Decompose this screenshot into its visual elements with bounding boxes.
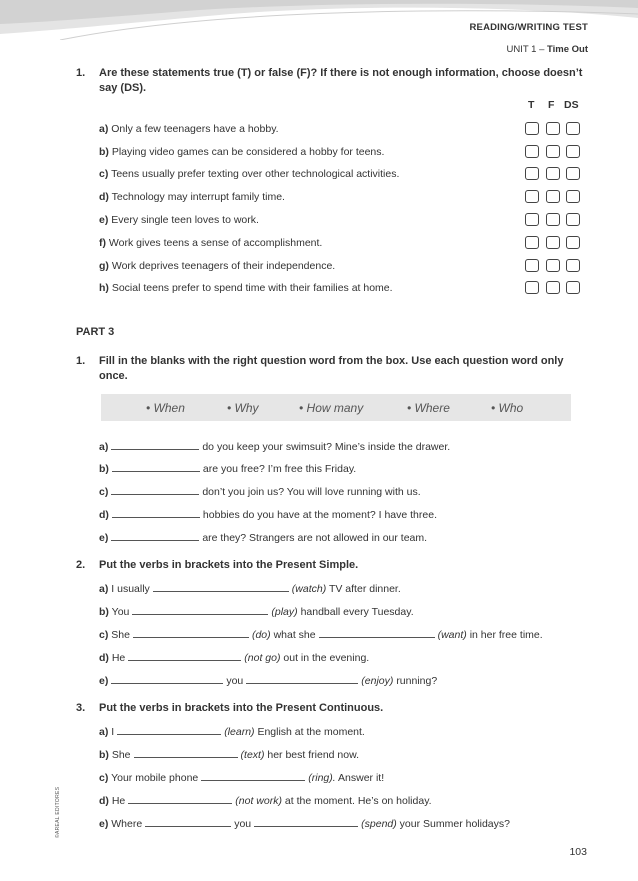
question-number: 3.: [76, 702, 86, 714]
checkbox-false[interactable]: [546, 259, 560, 272]
answer-blank[interactable]: [111, 439, 199, 450]
unit-label: [507, 44, 588, 55]
answer-blank[interactable]: [132, 604, 268, 615]
checkbox-true[interactable]: [525, 281, 539, 294]
verb-hint: (spend): [361, 818, 397, 830]
item-text: don’t you join us? You will love running with us.: [202, 486, 421, 498]
part-heading: PART 3: [76, 326, 115, 338]
copyright-notice: ©AREAL EDITORES: [55, 786, 61, 838]
item-letter: c): [99, 772, 109, 784]
statement-item: [99, 214, 259, 226]
fill-item: [99, 604, 414, 618]
checkbox-ds[interactable]: [566, 281, 580, 294]
answer-blank[interactable]: [112, 507, 200, 518]
verb-hint: (not work): [235, 795, 282, 807]
item-letter: a): [99, 583, 109, 595]
item-text: Social teens prefer to spend time with their families at home.: [111, 282, 393, 294]
verb-hint: (want): [437, 629, 467, 641]
item-text: He: [111, 795, 126, 807]
item-letter: a): [99, 123, 109, 135]
checkbox-false[interactable]: [546, 281, 560, 294]
item-text: Technology may interrupt family time.: [111, 191, 285, 203]
item-letter: a): [99, 726, 109, 738]
item-letter: c): [99, 168, 109, 180]
item-letter: h): [99, 282, 109, 294]
item-letter: e): [99, 214, 109, 226]
test-title: READING/WRITING TEST: [469, 22, 588, 33]
item-text: Teens usually prefer texting over other technological activities.: [111, 168, 400, 180]
item-text: She: [111, 629, 130, 641]
item-text: her best friend now.: [267, 749, 360, 761]
verb-hint: (watch): [291, 583, 327, 595]
fill-item: [99, 724, 365, 738]
checkbox-ds[interactable]: [566, 190, 580, 203]
statement-item: [99, 123, 279, 135]
fill-item: [99, 581, 401, 595]
answer-blank[interactable]: [319, 627, 435, 638]
item-letter: d): [99, 652, 109, 664]
answer-blank[interactable]: [128, 650, 241, 661]
fill-item: [99, 673, 437, 687]
unit-prefix: UNIT 1 –: [506, 44, 545, 55]
checkbox-false[interactable]: [546, 122, 560, 135]
checkbox-ds[interactable]: [566, 259, 580, 272]
item-letter: b): [99, 606, 109, 618]
item-letter: c): [99, 486, 109, 498]
fill-item: [99, 650, 369, 664]
item-letter: b): [99, 146, 109, 158]
checkbox-ds[interactable]: [566, 122, 580, 135]
checkbox-false[interactable]: [546, 167, 560, 180]
word-option: • When: [146, 401, 185, 415]
item-text: Answer it!: [338, 772, 385, 784]
checkbox-true[interactable]: [525, 145, 539, 158]
statement-item: [99, 168, 399, 180]
word-option: • How many: [299, 401, 364, 415]
item-text: Work deprives teenagers of their independence.: [111, 260, 336, 272]
item-text: your Summer holidays?: [399, 818, 510, 830]
checkbox-ds[interactable]: [566, 236, 580, 249]
item-text: at the moment. He’s on holiday.: [284, 795, 432, 807]
item-text: Where: [111, 818, 143, 830]
item-letter: b): [99, 463, 109, 475]
item-text: what she: [273, 629, 316, 641]
item-letter: b): [99, 749, 109, 761]
verb-hint: (not go): [244, 652, 281, 664]
item-text: I usually: [111, 583, 150, 595]
item-text: running?: [396, 675, 438, 687]
item-text: I: [111, 726, 115, 738]
item-text: you: [234, 818, 252, 830]
word-option: • Who: [491, 401, 524, 415]
item-text: Playing video games can be considered a hobby for teens.: [111, 146, 385, 158]
answer-blank[interactable]: [128, 793, 232, 804]
fill-item: [99, 770, 384, 784]
item-text: You: [111, 606, 130, 618]
question-instruction: Are these statements true (T) or false (F)? If there is not enough information, choose doesn’t say (DS).: [99, 67, 583, 94]
verb-hint: (enjoy): [361, 675, 394, 687]
item-text: TV after dinner.: [328, 583, 401, 595]
checkbox-false[interactable]: [546, 145, 560, 158]
item-text: you: [226, 675, 244, 687]
checkbox-true[interactable]: [525, 236, 539, 249]
item-text: hobbies do you have at the moment? I have three.: [202, 509, 437, 521]
item-text: are you free? I’m free this Friday.: [202, 463, 357, 475]
item-text: are they? Strangers are not allowed in our team.: [202, 532, 428, 544]
checkbox-ds[interactable]: [566, 213, 580, 226]
item-letter: d): [99, 191, 109, 203]
item-letter: e): [99, 818, 109, 830]
item-letter: e): [99, 532, 109, 544]
fill-item: [99, 530, 427, 544]
answer-blank[interactable]: [112, 461, 200, 472]
word-option: • Where: [407, 401, 450, 415]
fill-item: [99, 439, 450, 453]
checkbox-ds[interactable]: [566, 167, 580, 180]
item-text: out in the evening.: [283, 652, 370, 664]
item-text: English at the moment.: [257, 726, 365, 738]
answer-blank[interactable]: [246, 673, 358, 684]
checkbox-false[interactable]: [546, 236, 560, 249]
statement-item: [99, 237, 322, 249]
fill-item: [99, 627, 543, 641]
checkbox-true[interactable]: [525, 259, 539, 272]
fill-item: [99, 816, 510, 830]
column-header-true: T: [528, 99, 535, 111]
fill-item: [99, 461, 356, 475]
statement-item: [99, 146, 384, 158]
answer-blank[interactable]: [111, 484, 199, 495]
column-header-ds: DS: [564, 99, 579, 111]
item-text: handball every Tuesday.: [300, 606, 414, 618]
checkbox-true[interactable]: [525, 122, 539, 135]
question-instruction: Put the verbs in brackets into the Present Continuous.: [99, 702, 384, 714]
answer-blank[interactable]: [117, 724, 221, 735]
answer-blank[interactable]: [201, 770, 305, 781]
statement-item: [99, 260, 335, 272]
fill-item: [99, 484, 421, 498]
checkbox-true[interactable]: [525, 190, 539, 203]
item-text: in her free time.: [469, 629, 543, 641]
word-option: • Why: [227, 401, 259, 415]
item-letter: g): [99, 260, 109, 272]
statement-item: [99, 191, 285, 203]
answer-blank[interactable]: [133, 627, 249, 638]
fill-item: [99, 747, 359, 761]
answer-blank[interactable]: [111, 673, 223, 684]
item-text: Your mobile phone: [111, 772, 199, 784]
header-swoosh: [0, 0, 638, 40]
unit-name: Time Out: [547, 44, 588, 55]
verb-hint: (play): [271, 606, 298, 618]
item-text: Work gives teens a sense of accomplishment.: [108, 237, 323, 249]
item-text: do you keep your swimsuit? Mine’s inside the drawer.: [202, 441, 451, 453]
question-instruction: Fill in the blanks with the right question word from the box. Use each question word only once.: [99, 355, 564, 382]
item-letter: d): [99, 509, 109, 521]
column-header-false: F: [548, 99, 555, 111]
checkbox-ds[interactable]: [566, 145, 580, 158]
question-number: 2.: [76, 559, 86, 571]
fill-item: [99, 793, 432, 807]
answer-blank[interactable]: [254, 816, 358, 827]
item-text: He: [111, 652, 126, 664]
question-number: 1.: [76, 355, 86, 367]
checkbox-false[interactable]: [546, 213, 560, 226]
question-number: 1.: [76, 67, 86, 79]
item-text: Only a few teenagers have a hobby.: [111, 123, 279, 135]
verb-hint: (learn): [224, 726, 255, 738]
item-text: Every single teen loves to work.: [111, 214, 259, 226]
checkbox-true[interactable]: [525, 167, 539, 180]
verb-hint: (do): [251, 629, 271, 641]
answer-blank[interactable]: [111, 530, 199, 541]
item-letter: c): [99, 629, 109, 641]
question-instruction: Put the verbs in brackets into the Present Simple.: [99, 559, 359, 571]
verb-hint: (text): [240, 749, 265, 761]
fill-item: [99, 507, 437, 521]
answer-blank[interactable]: [134, 747, 238, 758]
item-letter: f): [99, 237, 106, 249]
item-letter: e): [99, 675, 109, 687]
item-text: She: [111, 749, 131, 761]
answer-blank[interactable]: [153, 581, 289, 592]
item-letter: d): [99, 795, 109, 807]
checkbox-false[interactable]: [546, 190, 560, 203]
statement-item: [99, 282, 393, 294]
page-number: 103: [569, 846, 587, 858]
checkbox-true[interactable]: [525, 213, 539, 226]
verb-hint: (ring).: [308, 772, 336, 784]
answer-blank[interactable]: [145, 816, 231, 827]
item-letter: a): [99, 441, 109, 453]
